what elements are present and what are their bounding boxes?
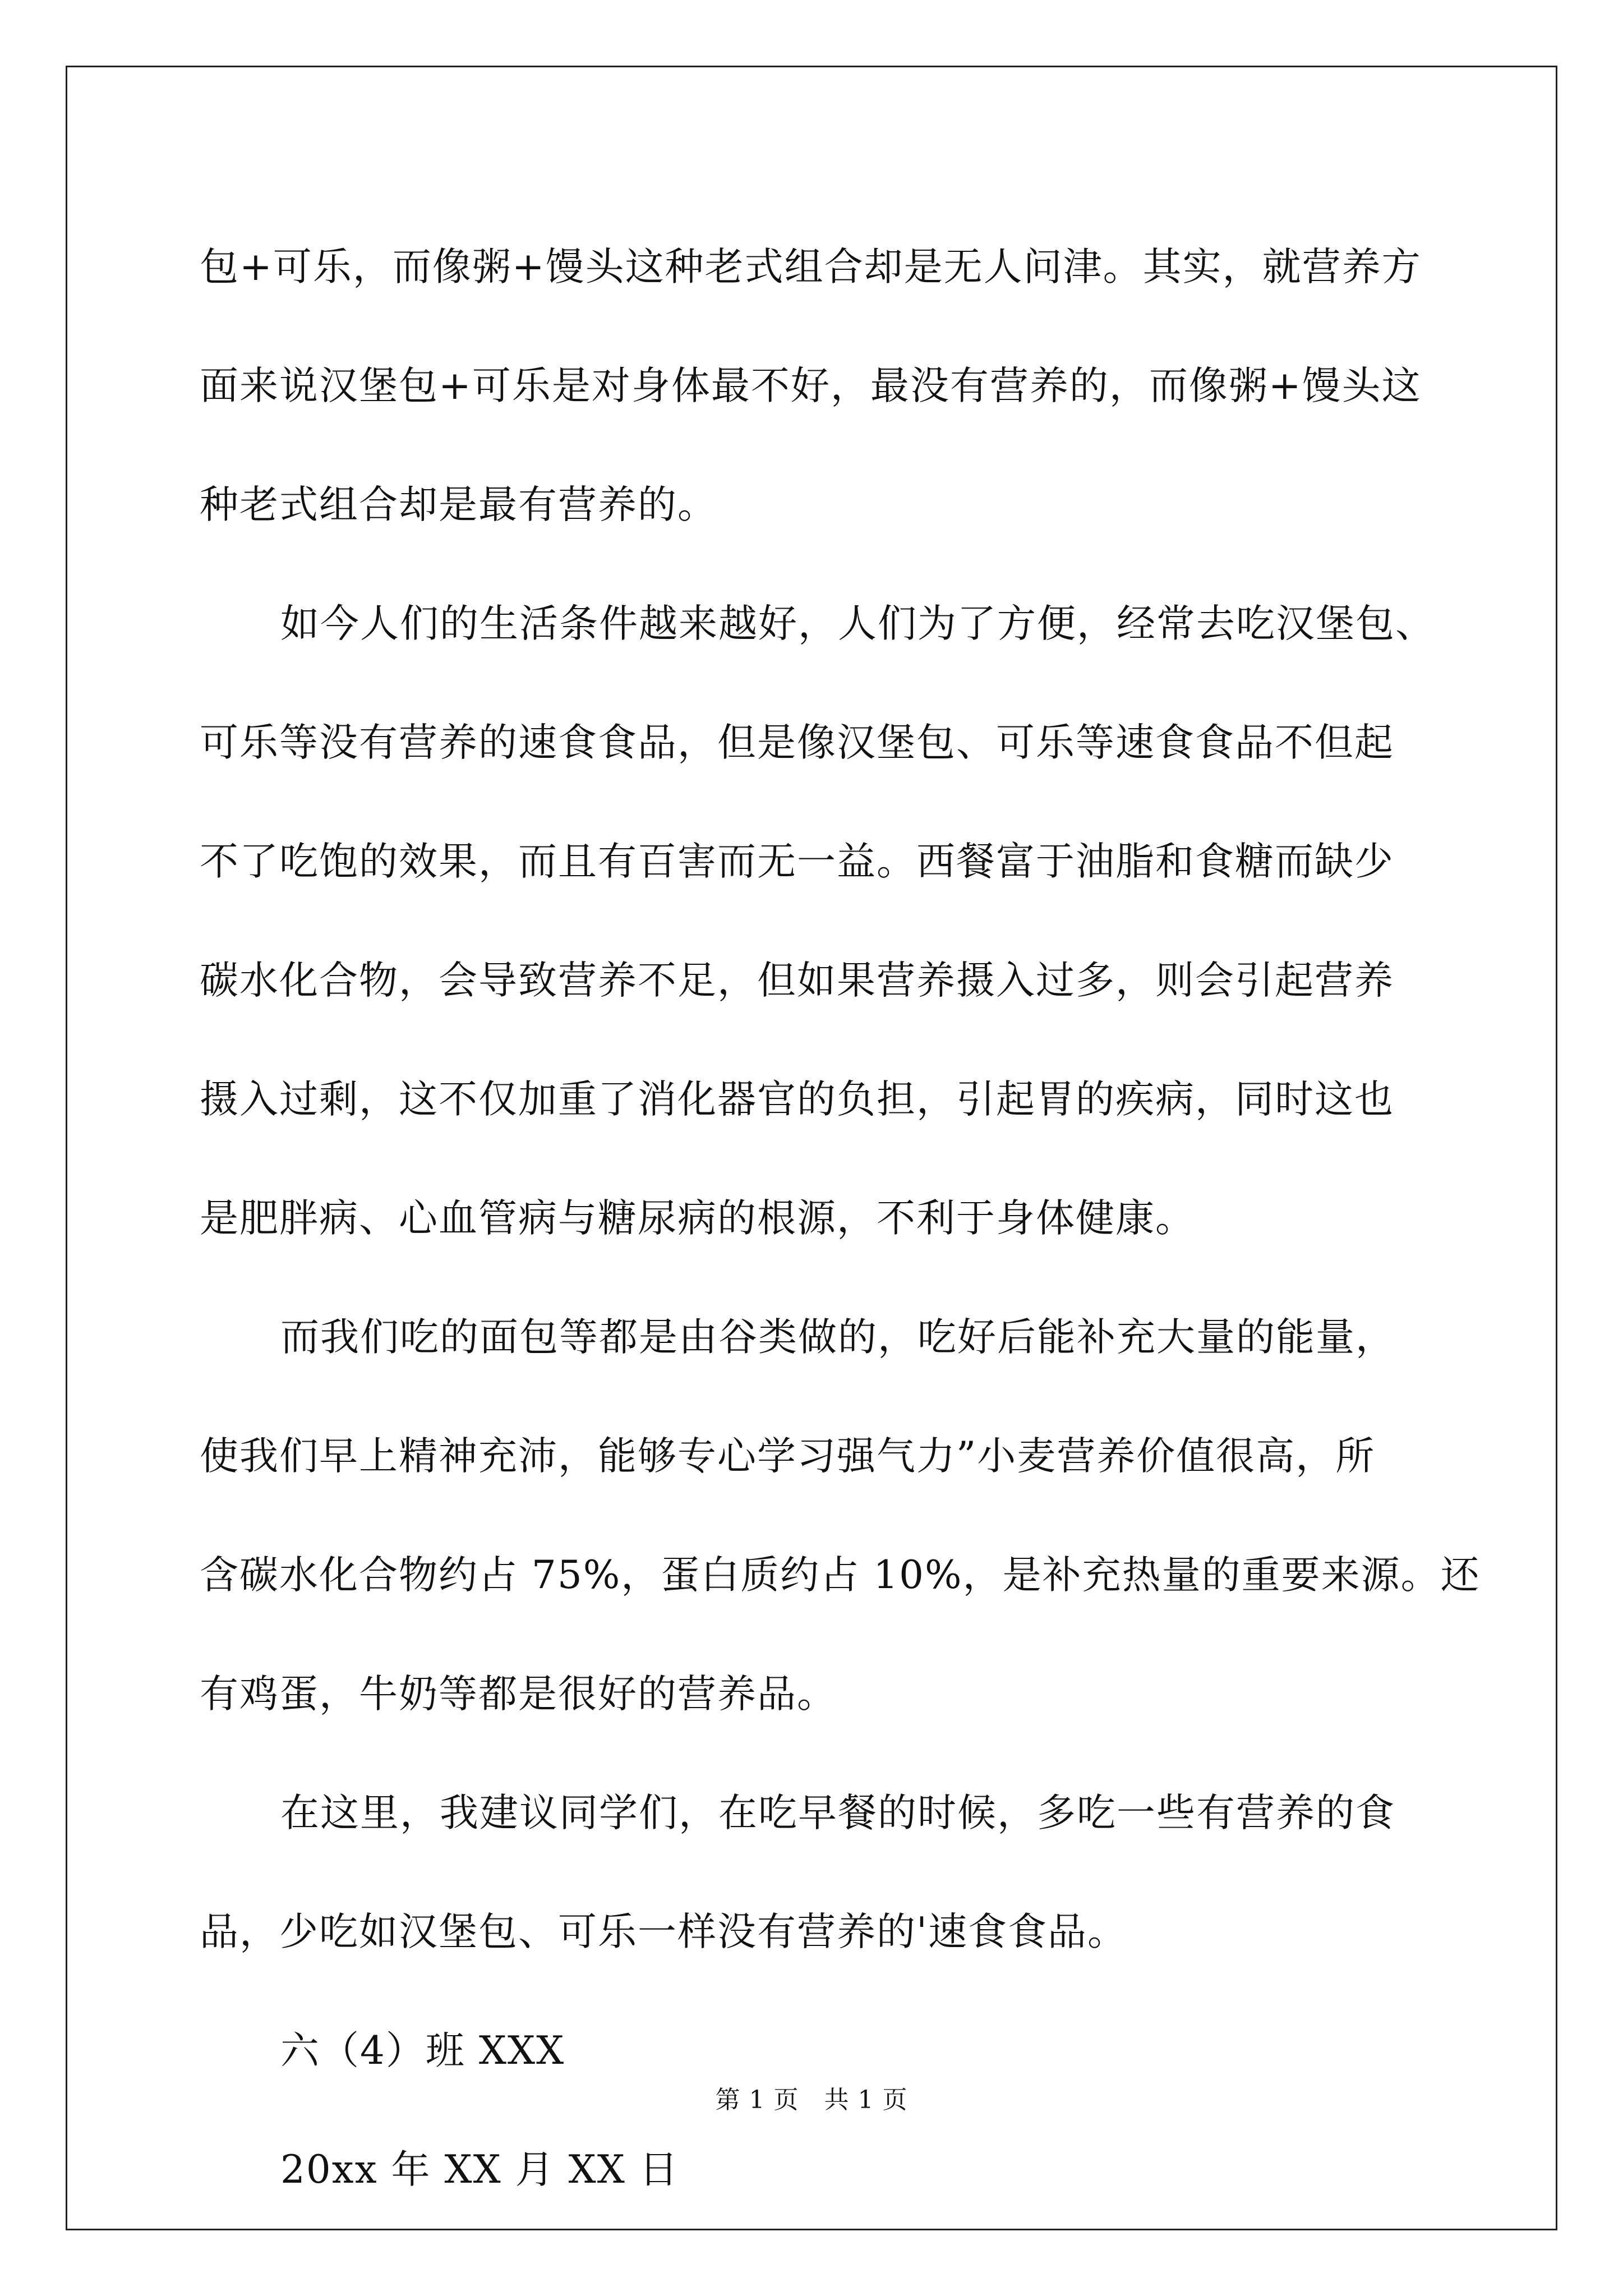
text-line: 使我们早上精神充沛，能够专心学习强气力”小麦营养价值很高，所 xyxy=(200,1434,1376,1479)
text-line: 不了吃饱的效果，而且有百害而无一益。西餐富于油脂和食糖而缺少 xyxy=(200,839,1394,884)
paragraph xyxy=(200,208,1433,564)
text-line: 六（4）班 XXX xyxy=(280,2028,565,2073)
text-line: 可乐等没有营养的速食食品，但是像汉堡包、可乐等速食食品不但起 xyxy=(200,720,1394,765)
text-line: 面来说汉堡包+可乐是对身体最不好，最没有营养的，而像粥+馒头这 xyxy=(200,364,1422,408)
text-line: 20xx 年 XX 月 XX 日 xyxy=(280,2147,679,2192)
text-line: 品，少吃如汉堡包、可乐一样没有营养的'速食食品。 xyxy=(200,1910,1127,1954)
text-line: 含碳水化合物约占 75%，蛋白质约占 10%，是补充热量的重要来源。还 xyxy=(200,1553,1481,1598)
text-line: 而我们吃的面包等都是由谷类做的，吃好后能补充大量的能量， xyxy=(280,1315,1395,1360)
text-line: 在这里，我建议同学们，在吃早餐的时候，多吃一些有营养的食 xyxy=(280,1791,1395,1835)
text-line: 摄入过剩，这不仅加重了消化器官的负担，引起胃的疾病，同时这也 xyxy=(200,1077,1394,1122)
document-body xyxy=(200,208,1481,2229)
text-line: 如今人们的生活条件越来越好，人们为了方便，经常去吃汉堡包、 xyxy=(280,601,1435,646)
text-line: 碳水化合物，会导致营养不足，但如果营养摄入过多，则会引起营养 xyxy=(200,958,1394,1003)
text-line: 种老式组合却是最有营养的。 xyxy=(200,482,717,527)
text-line: 包+可乐，而像粥+馒头这种老式组合却是无人问津。其实，就营养方 xyxy=(200,245,1422,289)
text-line: 是肥胖病、心血管病与糖尿病的根源，不利于身体健康。 xyxy=(200,1196,1195,1241)
text-line: 有鸡蛋，牛奶等都是很好的营养品。 xyxy=(200,1672,837,1717)
page-footer xyxy=(0,2079,1623,2115)
signature-date xyxy=(200,2110,1433,2229)
page-number-label: 第 1 页 共 1 页 xyxy=(715,2086,908,2114)
paragraph xyxy=(200,564,1433,1278)
paragraph xyxy=(200,1278,1481,1754)
paragraph xyxy=(200,1754,1433,1991)
